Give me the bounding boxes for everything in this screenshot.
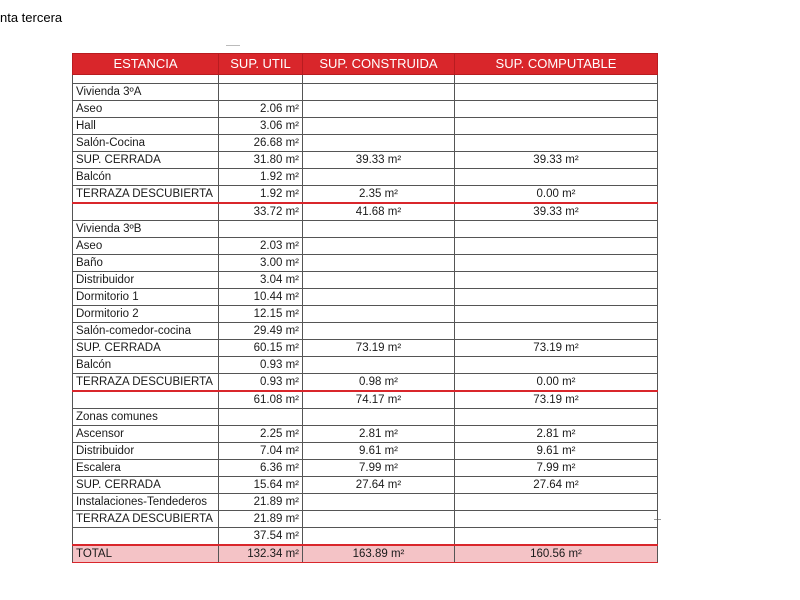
cell-sup-construida	[303, 221, 455, 238]
table-row	[73, 101, 658, 118]
cell-sup-computable	[455, 84, 658, 101]
cell-sup-util: 60.15 m²	[219, 340, 303, 357]
table-row	[73, 460, 658, 477]
spacer-cell	[455, 75, 658, 84]
cell-sup-util: 26.68 m²	[219, 135, 303, 152]
cell-sup-computable: 73.19 m²	[455, 340, 658, 357]
cell-sup-computable: 2.81 m²	[455, 426, 658, 443]
cell-estancia: TERRAZA DESCUBIERTA	[73, 186, 219, 204]
cell-sup-construida	[303, 101, 455, 118]
cell-sup-computable	[455, 528, 658, 546]
cell-sup-computable: 39.33 m²	[455, 203, 658, 221]
cell-sup-util: 37.54 m²	[219, 528, 303, 546]
cell-estancia: TERRAZA DESCUBIERTA	[73, 511, 219, 528]
cell-sup-computable: 27.64 m²	[455, 477, 658, 494]
cell-sup-computable: 9.61 m²	[455, 443, 658, 460]
cell-sup-construida: 2.81 m²	[303, 426, 455, 443]
total-label: TOTAL	[73, 545, 219, 563]
cell-estancia: Escalera	[73, 460, 219, 477]
cell-sup-util: 15.64 m²	[219, 477, 303, 494]
cell-sup-construida: 41.68 m²	[303, 203, 455, 221]
table-row	[73, 84, 658, 101]
cell-estancia: Instalaciones-Tendederos	[73, 494, 219, 511]
total-row	[73, 545, 658, 563]
cell-sup-construida	[303, 357, 455, 374]
table-row	[73, 289, 658, 306]
cell-sup-computable	[455, 135, 658, 152]
cell-sup-construida	[303, 511, 455, 528]
cell-estancia: Distribuidor	[73, 443, 219, 460]
cell-estancia: TERRAZA DESCUBIERTA	[73, 374, 219, 392]
cell-sup-computable	[455, 494, 658, 511]
cell-sup-construida	[303, 255, 455, 272]
cell-sup-util: 7.04 m²	[219, 443, 303, 460]
table-header-row	[73, 54, 658, 75]
cell-sup-construida	[303, 289, 455, 306]
cell-sup-computable	[455, 409, 658, 426]
cell-sup-util: 12.15 m²	[219, 306, 303, 323]
cell-sup-computable: 0.00 m²	[455, 374, 658, 392]
table-row	[73, 169, 658, 186]
cell-sup-construida: 39.33 m²	[303, 152, 455, 169]
cell-sup-construida: 0.98 m²	[303, 374, 455, 392]
cell-sup-construida	[303, 135, 455, 152]
cell-estancia: Vivienda 3ºA	[73, 84, 219, 101]
cell-sup-util: 31.80 m²	[219, 152, 303, 169]
cell-sup-util: 33.72 m²	[219, 203, 303, 221]
cell-sup-construida	[303, 169, 455, 186]
table-row	[73, 238, 658, 255]
cell-sup-computable: 7.99 m²	[455, 460, 658, 477]
cell-estancia: Hall	[73, 118, 219, 135]
cell-sup-util: 21.89 m²	[219, 511, 303, 528]
cell-sup-util: 21.89 m²	[219, 494, 303, 511]
cell-sup-util: 1.92 m²	[219, 186, 303, 204]
spacer-cell	[219, 75, 303, 84]
cell-estancia: Distribuidor	[73, 272, 219, 289]
page-heading: nta tercera	[0, 10, 63, 25]
spacer-cell	[73, 75, 219, 84]
cell-sup-util	[219, 221, 303, 238]
cell-sup-computable: 73.19 m²	[455, 391, 658, 409]
cell-sup-computable: 0.00 m²	[455, 186, 658, 204]
cell-sup-util: 3.06 m²	[219, 118, 303, 135]
table-row	[73, 374, 658, 392]
cell-estancia: Salón-Cocina	[73, 135, 219, 152]
spacer-cell	[303, 75, 455, 84]
table-row	[73, 272, 658, 289]
cell-estancia: Dormitorio 2	[73, 306, 219, 323]
table-row	[73, 118, 658, 135]
cell-sup-computable	[455, 511, 658, 528]
cell-estancia	[73, 203, 219, 221]
cell-estancia: Aseo	[73, 238, 219, 255]
cell-sup-computable: 39.33 m²	[455, 152, 658, 169]
cell-sup-computable	[455, 101, 658, 118]
cell-sup-construida	[303, 306, 455, 323]
cell-sup-construida	[303, 528, 455, 546]
cell-sup-computable	[455, 323, 658, 340]
cell-sup-construida	[303, 118, 455, 135]
cell-sup-computable	[455, 238, 658, 255]
cell-sup-util: 2.03 m²	[219, 238, 303, 255]
table-row	[73, 152, 658, 169]
table-row	[73, 306, 658, 323]
cell-sup-computable	[455, 272, 658, 289]
cell-estancia: SUP. CERRADA	[73, 152, 219, 169]
cell-sup-construida	[303, 323, 455, 340]
cell-sup-construida: 9.61 m²	[303, 443, 455, 460]
table-row	[73, 203, 658, 221]
table-row	[73, 443, 658, 460]
cell-sup-construida: 2.35 m²	[303, 186, 455, 204]
col-header-sup-construida: SUP. CONSTRUIDA	[303, 54, 455, 75]
cell-sup-computable	[455, 255, 658, 272]
cell-sup-util	[219, 84, 303, 101]
cell-sup-util: 0.93 m²	[219, 357, 303, 374]
total-sup-computable: 160.56 m²	[455, 545, 658, 563]
cell-sup-util: 6.36 m²	[219, 460, 303, 477]
table-row	[73, 186, 658, 204]
table-row	[73, 357, 658, 374]
scan-mark	[226, 45, 240, 52]
cell-sup-construida: 27.64 m²	[303, 477, 455, 494]
table-row	[73, 426, 658, 443]
table-row	[73, 528, 658, 546]
cell-sup-construida	[303, 272, 455, 289]
cell-estancia: Ascensor	[73, 426, 219, 443]
total-sup-util: 132.34 m²	[219, 545, 303, 563]
surface-table	[72, 53, 658, 563]
table-row	[73, 255, 658, 272]
cell-estancia: Vivienda 3ºB	[73, 221, 219, 238]
cell-sup-construida	[303, 84, 455, 101]
cell-sup-construida: 73.19 m²	[303, 340, 455, 357]
cell-estancia: Baño	[73, 255, 219, 272]
cell-sup-util: 29.49 m²	[219, 323, 303, 340]
cell-sup-util: 0.93 m²	[219, 374, 303, 392]
cell-sup-construida: 7.99 m²	[303, 460, 455, 477]
cell-sup-computable	[455, 221, 658, 238]
cell-sup-computable	[455, 169, 658, 186]
cell-estancia	[73, 391, 219, 409]
cell-sup-util: 3.04 m²	[219, 272, 303, 289]
cell-estancia: Salón-comedor-cocina	[73, 323, 219, 340]
cell-sup-util: 10.44 m²	[219, 289, 303, 306]
cell-sup-computable	[455, 357, 658, 374]
cell-sup-util	[219, 409, 303, 426]
table-row	[73, 477, 658, 494]
cell-sup-util: 1.92 m²	[219, 169, 303, 186]
table-row	[73, 409, 658, 426]
cell-sup-construida	[303, 238, 455, 255]
table-row	[73, 511, 658, 528]
cell-estancia: Balcón	[73, 357, 219, 374]
table-row	[73, 323, 658, 340]
cell-estancia: Dormitorio 1	[73, 289, 219, 306]
cell-sup-construida	[303, 409, 455, 426]
cell-estancia	[73, 528, 219, 546]
cell-estancia: Balcón	[73, 169, 219, 186]
table-row	[73, 135, 658, 152]
cell-estancia: Zonas comunes	[73, 409, 219, 426]
col-header-sup-computable: SUP. COMPUTABLE	[455, 54, 658, 75]
col-header-estancia: ESTANCIA	[73, 54, 219, 75]
table-row	[73, 391, 658, 409]
cell-sup-util: 2.06 m²	[219, 101, 303, 118]
cell-sup-util: 3.00 m²	[219, 255, 303, 272]
spacer-row	[73, 75, 658, 84]
cell-estancia: SUP. CERRADA	[73, 477, 219, 494]
cell-sup-computable	[455, 118, 658, 135]
cell-sup-util: 2.25 m²	[219, 426, 303, 443]
cell-estancia: SUP. CERRADA	[73, 340, 219, 357]
table-row	[73, 340, 658, 357]
cell-sup-construida	[303, 494, 455, 511]
cell-sup-computable	[455, 306, 658, 323]
table-row	[73, 494, 658, 511]
col-header-sup-util: SUP. UTIL	[219, 54, 303, 75]
total-sup-construida: 163.89 m²	[303, 545, 455, 563]
cell-sup-computable	[455, 289, 658, 306]
cell-estancia: Aseo	[73, 101, 219, 118]
cell-sup-construida: 74.17 m²	[303, 391, 455, 409]
cell-sup-util: 61.08 m²	[219, 391, 303, 409]
table-row	[73, 221, 658, 238]
